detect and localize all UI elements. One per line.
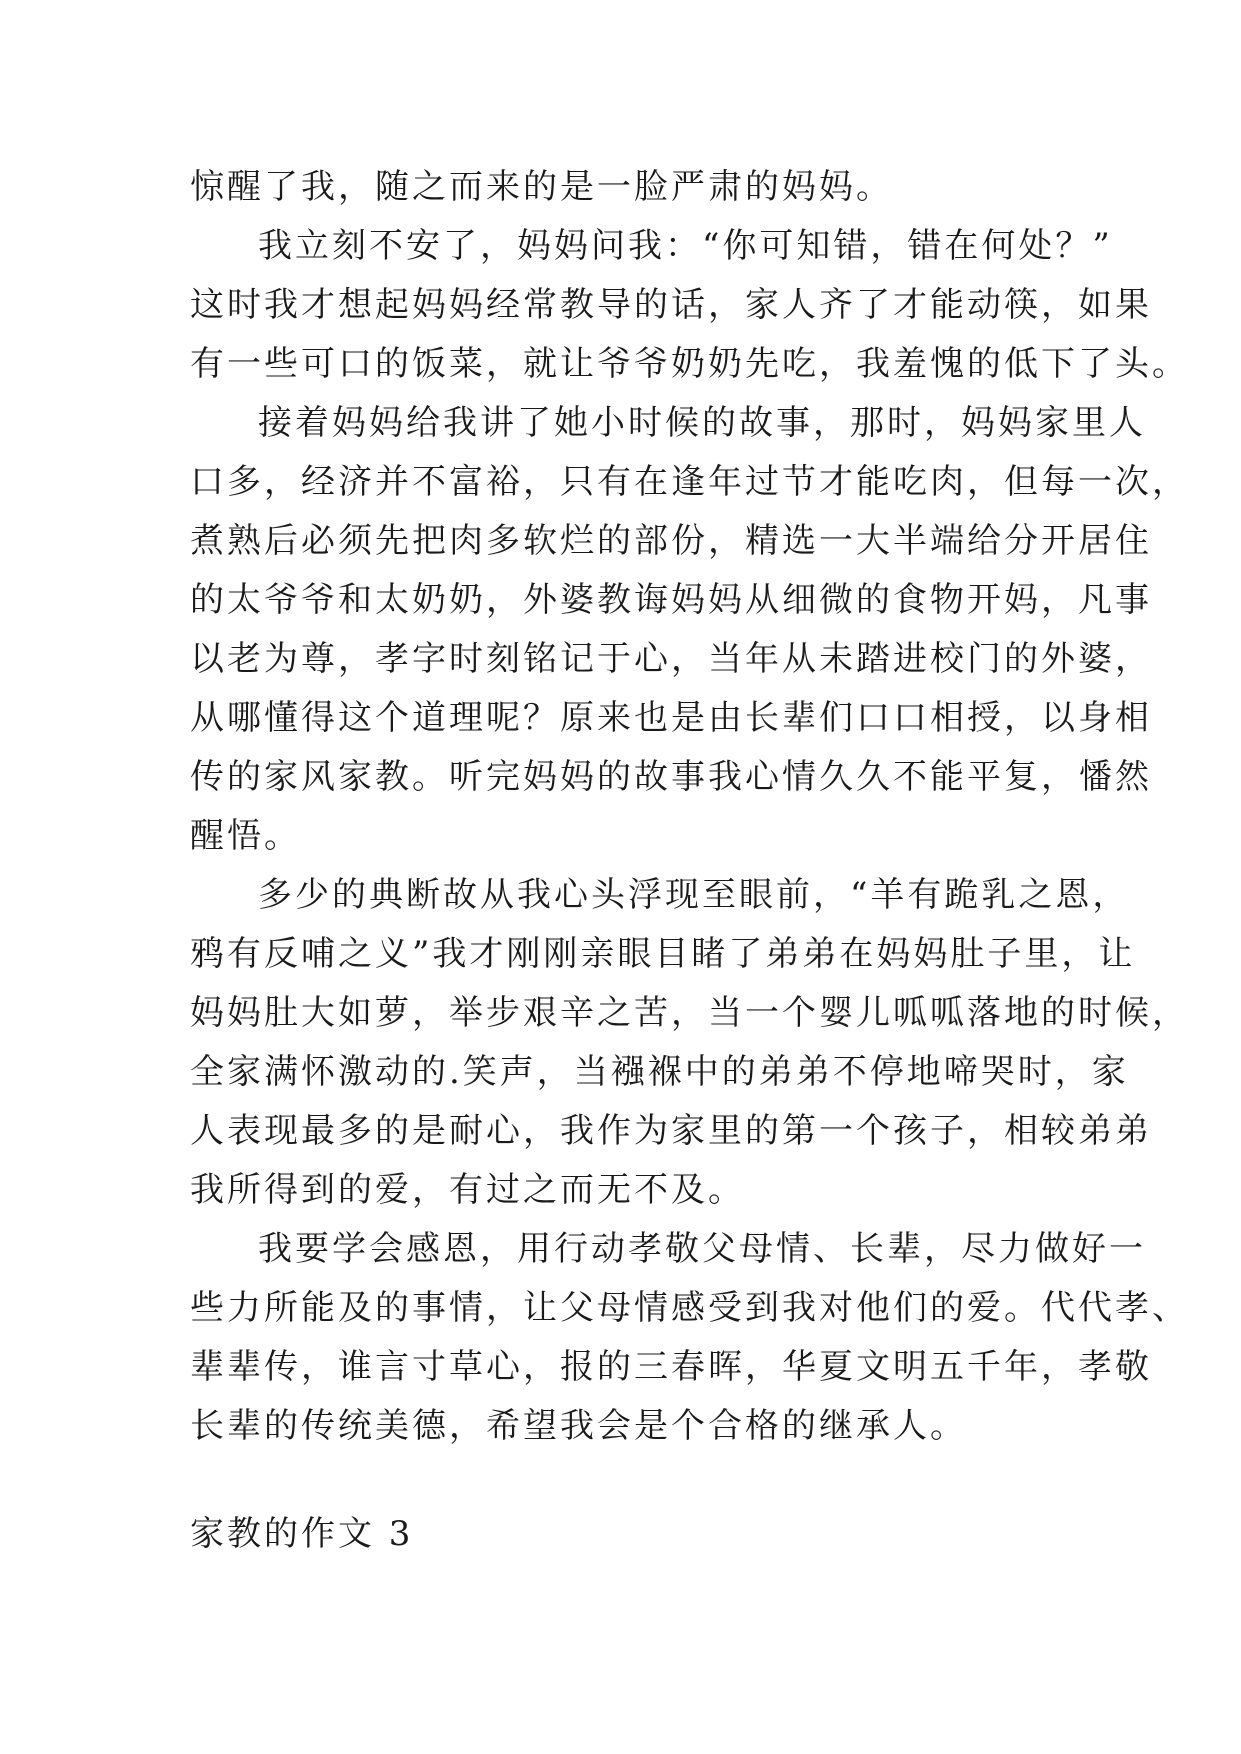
document-body [190, 158, 1189, 1456]
text-line: 些力所能及的事情，让父母情感受到我对他们的爱。代代孝、 [190, 1288, 1189, 1328]
text-line: 有一些可口的饭菜，就让爷爷奶奶先吃，我羞愧的低下了头。 [190, 344, 1189, 384]
text-line: 煮熟后必须先把肉多软烂的部份，精选一大半端给分开居住 [190, 521, 1152, 561]
text-line: 全家满怀激动的.笑声，当襁褓中的弟弟不停地啼哭时，家 [190, 1052, 1129, 1092]
text-line: 辈辈传，谁言寸草心，报的三春晖，华夏文明五千年，孝敬 [190, 1347, 1152, 1387]
text-line: 口多，经济并不富裕，只有在逢年过节才能吃肉，但每一次， [190, 462, 1189, 502]
paragraph-3 [190, 394, 1189, 866]
text-line: 接着妈妈给我讲了她小时候的故事，那时，妈妈家里人 [258, 403, 1146, 443]
text-line: 我所得到的爱，有过之而无不及。 [190, 1170, 745, 1210]
text-line: 以老为尊，孝字时刻铭记于心，当年从未踏进校门的外婆， [190, 639, 1152, 679]
text-line: 妈妈肚大如萝，举步艰辛之苦，当一个婴儿呱呱落地的时候， [190, 993, 1189, 1033]
text-line: 我立刻不安了，妈妈问我：“你可知错，错在何处？” [258, 226, 1113, 266]
paragraph-1 [190, 158, 1050, 217]
text-line: 从哪懂得这个道理呢？原来也是由长辈们口口相授，以身相 [190, 698, 1152, 738]
text-line: 我要学会感恩，用行动孝敬父母情、长辈，尽力做好一 [258, 1229, 1146, 1269]
text-line: 人表现最多的是耐心，我作为家里的第一个孩子，相较弟弟 [190, 1111, 1152, 1151]
text-line: 醒悟。 [190, 816, 301, 856]
paragraph-5 [190, 1220, 1189, 1456]
text-line: 传的家风家教。听完妈妈的故事我心情久久不能平复，憣然 [190, 757, 1152, 797]
paragraph-2 [190, 217, 1189, 394]
text-line: 惊醒了我，随之而来的是一脸严肃的妈妈。 [190, 167, 893, 207]
text-line: 的太爷爷和太奶奶，外婆教诲妈妈从细微的食物开妈，凡事 [190, 580, 1152, 620]
text-line: 鸦有反哺之义”我才刚刚亲眼目睹了弟弟在妈妈肚子里，让 [190, 934, 1136, 974]
section-heading: 家教的作文 3 [190, 1514, 414, 1554]
text-line: 这时我才想起妈妈经常教导的话，家人齐了才能动筷，如果 [190, 285, 1152, 325]
text-line: 多少的典断故从我心头浮现至眼前，“羊有跪乳之恩， [258, 875, 1130, 915]
text-line: 长辈的传统美德，希望我会是个合格的继承人。 [190, 1406, 967, 1446]
paragraph-4 [190, 866, 1189, 1220]
